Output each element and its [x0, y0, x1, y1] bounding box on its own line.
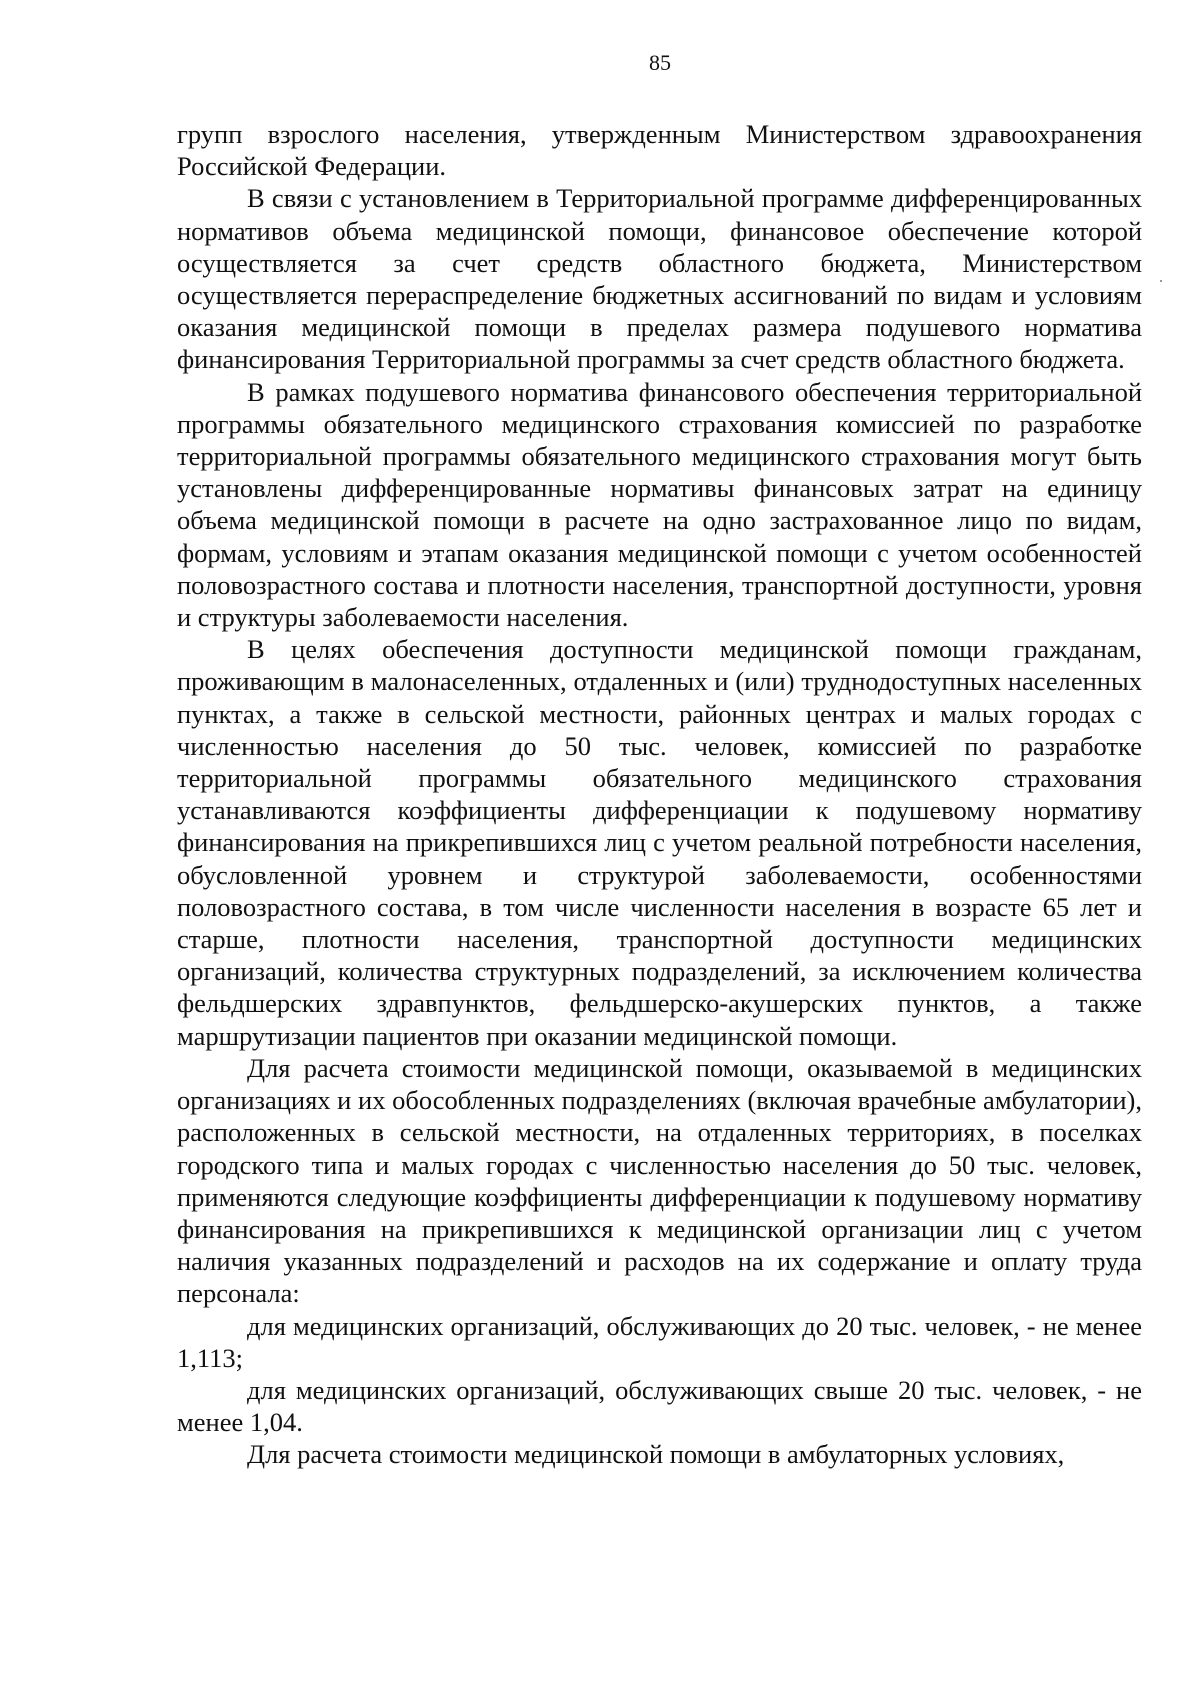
paragraph-7: для медицинских организаций, обслуживающих свыше 20 тыс. человек, - не менее 1,04.	[177, 1374, 1142, 1438]
paragraph-1: групп взрослого населения, утвержденным Министерством здравоохранения Российской Федерации.	[177, 119, 1142, 182]
paragraph-6: для медицинских организаций, обслуживающих до 20 тыс. человек, - не менее 1,113;	[177, 1310, 1142, 1373]
scan-speck	[1160, 280, 1162, 282]
paragraph-3: В рамках подушевого норматива финансового обеспечения территориальной программы обязательного медицинского страхования комиссией по разработке территориальной программы обязательного медицинского страхования могут быть установлены дифференцированные нормативы финансовых затрат на единицу объема медицинской помощи в расчете на одно застрахованное лицо по видам, формам, условиям и этапам оказания медицинской помощи с учетом особенностей половозрастного состава и плотности населения, транспортной доступности, уровня и структуры заболеваемости населения.	[177, 376, 1142, 633]
paragraph-4: В целях обеспечения доступности медицинской помощи гражданам, проживающим в малонаселенных, отдаленных и (или) труднодоступных населенных пунктах, а также в сельской местности, районных центрах и малых городах с численностью населения до 50 тыс. человек, комиссией по разработке территориальной программы обязательного медицинского страхования устанавливаются коэффициенты дифференциации к подушевому нормативу финансирования на прикрепившихся лиц с учетом реальной потребности населения, обусловленной уровнем и структурой заболеваемости, особенностями половозрастного состава, в том числе численности населения в возрасте 65 лет и старше, плотности населения, транспортной доступности медицинских организаций, количества структурных подразделений, за исключением количества фельдшерских здравпунктов, фельдшерско-акушерских пунктов, а также маршрутизации пациентов при оказании медицинской помощи.	[177, 634, 1142, 1051]
document-body	[177, 118, 1142, 1471]
paragraph-2: В связи с установлением в Территориальной программе дифференцированных нормативов объема медицинской помощи, финансовое обеспечение которой осуществляется за счет средств областного бюджета, Министерством осуществляется перераспределение бюджетных ассигнований по видам и условиям оказания медицинской помощи в пределах размера подушевого норматива финансирования Территориальной программы за счет средств областного бюджета.	[177, 183, 1142, 375]
paragraph-5: Для расчета стоимости медицинской помощи, оказываемой в медицинских организациях и их обособленных подразделениях (включая врачебные амбулатории), расположенных в сельской местности, на отдаленных территориях, в поселках городского типа и малых городах с численностью населения до 50 тыс. человек, применяются следующие коэффициенты дифференциации к подушевому нормативу финансирования на прикрепившихся к медицинской организации лиц с учетом наличия указанных подразделений и расходов на их содержание и оплату труда персонала:	[177, 1052, 1142, 1309]
page-number: 85	[649, 50, 671, 75]
paragraph-8: Для расчета стоимости медицинской помощи в амбулаторных условиях,	[247, 1439, 1065, 1470]
